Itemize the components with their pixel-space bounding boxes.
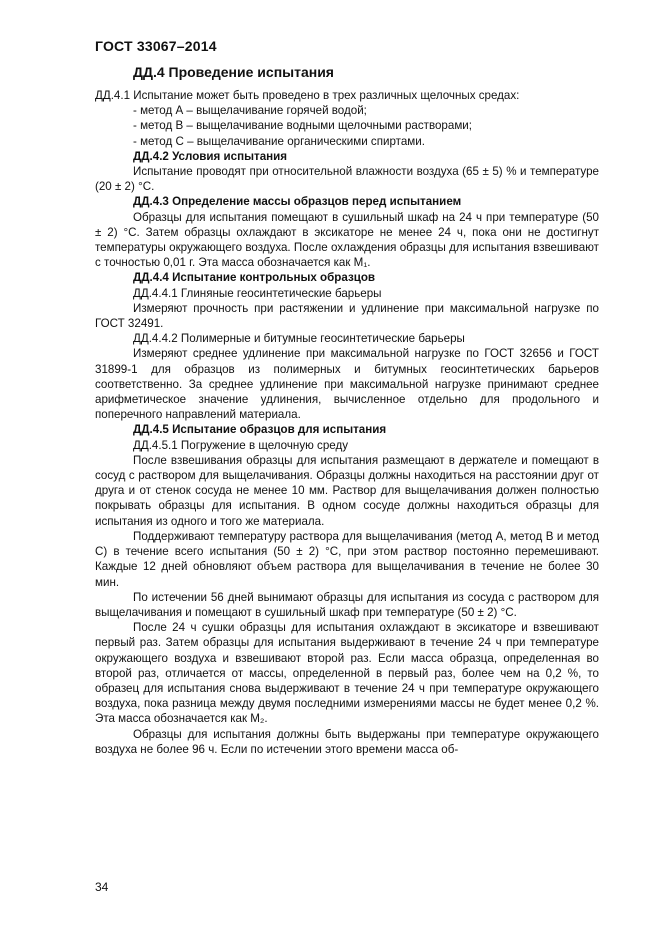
paragraph-mass-before: Образцы для испытания помещают в сушильный шкаф на 24 ч при температуре (50 ± 2) °С. Затем образцы охлаждают в эксикаторе не менее 24 ч, пока они не достигнут температуры окружающего воздуха. После охлаждения образцы для испытания взвешивают с точностью 0,01 г. Эта масса обозначается как M₁.	[95, 210, 599, 270]
paragraph-temperature: Поддерживают температуру раствора для выщелачивания (метод А, метод В и метод С) в течение всего испытания (50 ± 2) °С, при этом раствор постоянно перемешивают. Каждые 12 дней обновляют объем раствора для выщелачивания в течение не более 30 мин.	[95, 529, 599, 589]
page-number: 34	[95, 880, 109, 894]
paragraph-4-5-1: ДД.4.5.1 Погружение в щелочную среду	[133, 438, 349, 452]
subsection-heading-4-5: ДД.4.5 Испытание образцов для испытания	[133, 423, 387, 437]
list-item-method-a: - метод А – выщелачивание горячей водой;	[133, 104, 367, 118]
document-header: ГОСТ 33067–2014	[95, 38, 217, 54]
section-title: ДД.4 Проведение испытания	[133, 64, 334, 80]
paragraph-drying: После 24 ч сушки образцы для испытания охлаждают в эксикаторе и взвешивают первый раз. Затем образцы для испытания выдерживают в течение 24 ч при температуре окружающего воздуха и взвешивают второй раз. Если масса образца, определенная во второй раз, отличается от массы, определенной в первый раз, более чем на 0,2 %, то образец для испытания снова выдерживают в течение 24 ч при температуре окружающего воздуха, пока разница между двумя последними измерениями массы не будет менее 0,2 %. Эта масса обозначается как M₂.	[95, 621, 599, 726]
paragraph-polymer-barriers: Измеряют среднее удлинение при максимальной нагрузке по ГОСТ 32656 и ГОСТ 31899-1 для образцов из полимерных и битумных геосинтетических барьеров соответственно. За среднее удлинение при максимальной нагрузке принимают среднее арифметическое значение удлинения, вычисленное отдельно для продольного и поперечного направлений материала.	[95, 347, 599, 422]
subsection-heading-4-4: ДД.4.4 Испытание контрольных образцов	[133, 271, 376, 285]
paragraph-4-4-1: ДД.4.4.1 Глиняные геосинтетические барьеры	[133, 286, 382, 300]
paragraph-56-days: По истечении 56 дней вынимают образцы для испытания из сосуда с раствором для выщелачивания и помещают в сушильный шкаф при температуре (50 ± 2) °С.	[95, 590, 599, 619]
paragraph-96-hours: Образцы для испытания должны быть выдержаны при температуре окружающего воздуха не более 96 ч. Если по истечении этого времени масса об-	[95, 727, 599, 756]
paragraph-clay-barriers: Измеряют прочность при растяжении и удлинение при максимальной нагрузке по ГОСТ 32491.	[95, 301, 599, 331]
list-item-method-c: - метод С – выщелачивание органическими спиртами.	[133, 134, 425, 148]
paragraph-4-4-2: ДД.4.4.2 Полимерные и битумные геосинтетические барьеры	[133, 332, 465, 346]
paragraph-immersion: После взвешивания образцы для испытания размещают в держателе и помещают в сосуд с раствором для выщелачивания. Образцы должны находиться на расстоянии друг от друга и от стенок сосуда не менее 10 мм. Раствор для выщелачивания должен полностью покрывать образцы для испытания. В одном сосуде должны находиться образцы для испытания из одного и того же материала.	[95, 453, 599, 528]
document-body	[95, 88, 599, 757]
subsection-heading-4-2: ДД.4.2 Условия испытания	[133, 149, 288, 163]
list-item-method-b: - метод В – выщелачивание водными щелочными растворами;	[133, 119, 472, 133]
paragraph-conditions: Испытание проводят при относительной влажности воздуха (65 ± 5) % и температуре (20 ± 2) °С.	[95, 165, 599, 194]
subsection-heading-4-3: ДД.4.3 Определение массы образцов перед испытанием	[133, 195, 462, 209]
paragraph-4-1: ДД.4.1 Испытание может быть проведено в трех различных щелочных средах:	[95, 89, 520, 102]
